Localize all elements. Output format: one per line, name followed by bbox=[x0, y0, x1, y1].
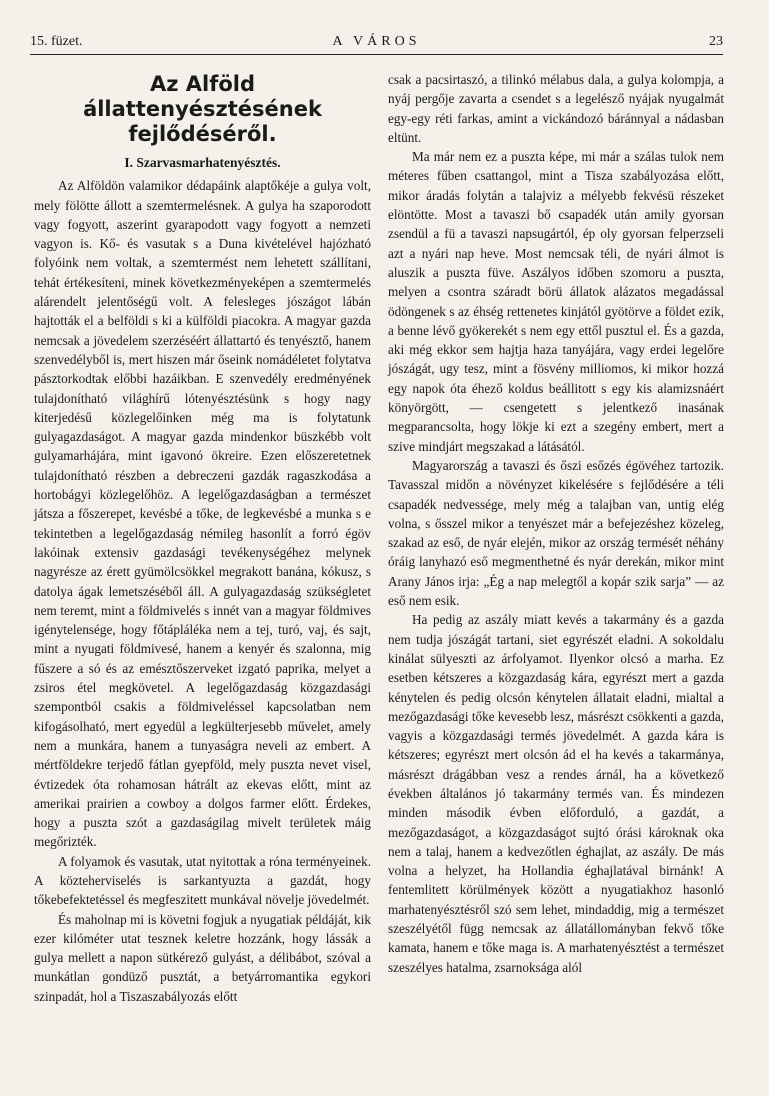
paragraph: Ma már nem ez a puszta képe, mi már a szálas tulok nem méteres fűben csattangol, mint a Tisza szabályozása előtt, mikor áradás folytán a talajviz a mélyebb fekvésü részeket elöntötte. Most a tavaszi bő csapadék után amily gyorsan zsendül a fü a tavaszi napsugártól, ép oly gyorsan felperzseli azt a nyári nap heve. Most nemcsak téli, de nyári álmot is aluszik a puszta füve. Aszályos időben szomoru a puszta, melyen a csontra száradt börü állatok alázatos megadással ödöngenek s az éhség rettenetes kinjától gyötörve a földet ezik, a benne lévő gyökerekét s nem egy ettől pusztul el. És a gazda, aki még ekkor sem hajtja haza tanyájára, vagy erdei legelőre jószágát, ugy tesz, mint a fösvény milliomos, ki mikor hozzá egy napok óta éhező koldus beállitott s egy kis alamizsnáért könyörgött, — csengetett s jelentkező inasának megparancsolta, hogy lökje ki ezt a szegény embert, mert a szive mindjárt megszakad a látásától. bbox=[388, 149, 724, 454]
section-heading: I. Szarvasmarhatenyésztés. bbox=[124, 155, 281, 170]
paragraph: És maholnap mi is követni fogjuk a nyugatiak példáját, kik ezer kilóméter utat tesznek keletre hozzánk, hogy lássák a gulya mellett a napon sütkérező gulyást, a délibábot, szóval a munkátlan gondüző pusztát, a betyárromantika egykori szinpadát, hol a Tiszaszabályozás előtt bbox=[34, 911, 371, 1004]
paragraph-continued: csak a pacsirtaszó, a tilinkó mélabus dala, a gulya kolompja, a nyáj pergője zavarta a csendet s a legelésző nyájak nyugalmát egy-egy réti farkas, amint a vickándozó báránnyal a nádasban eltünt. bbox=[388, 72, 724, 145]
article-title-line1: Az Alföld állattenyésztésének bbox=[83, 72, 322, 121]
journal-title: A VÁROS bbox=[332, 34, 421, 49]
paragraph: Magyarország a tavaszi és őszi esőzés égövéhez tartozik. Tavasszal midőn a növényzet kikelésére s fejlődésére a téli csapadék nedvessége, mely még a talajban van, untig elég volna, s ősszel mikor a tenyészet már a befejezéshez közeleg, szakad az eső, de nyár elején, mikor az ország termését néhány óráig lanyhazó eső megmenthetné és nyár derekán, mikor mint Arany János irja: „Ég a nap melegtől a kopár szik sarja” — az eső nem esik. bbox=[388, 457, 724, 609]
paragraph: Az Alföldön valamikor dédapáink alaptőkéje a gulya volt, mely fölötte állott a szemtermelésnek. A gulya ha szaporodott vagy fogyott, aszerint gyarapodott vagy fogyott a nemzeti vagyon is. Kő- és vasutak s a Duna kivételével hajózható folyóink nem voltak, a szemtermést nem lehetett szállítani, tehát értékesíteni, minek következményeképen a szemtermelés alárendelt jelentőségű volt. A felesleges jószágot lábán hajtották el a belföldi s ki a külföldi piacokra. A magyar gazda nemcsak a jövedelem szerzéséért állattartó és tenyésztő, hanem szenvedélyből is, mert hiszen már őseink nomádéletet folytatva pásztorkodtak előbbi hazáikban. E szenvedély eredményének tulajdonítható világhírű lótenyésztésünk s hogy nagy kiterjedésű közlegelőinken még ma is folytatunk gulyagazdaságot. A magyar gazda mindenkor büszkébb volt gulyamarhájára, mint igavonó ökreire. Ezen előszeretetnek tulajdonítható részben a debreczeni gazdák ragaszkodása a hortobágyi közlegelőhöz. A legelőgazdaságban a természet játsza a főszerepet, kevésbé a tőke, de legkevésbé a munka s e tekintetben a legelőgazdaság némileg hasonlít a forró égöv lakóinak extensiv gazdasági tevékenységéhez melynek nagyrésze az érett gyümölcsökkel megrakott banána, kókusz, s datolya ágak lemetszéséből áll. A gulyagazdaság szükségletet nem teremt, mint a földmivelés s innét van a magyar földmives igénytelensége, hogy főtápláléka nem a tej, turó, vaj, és sajt, mint a nyugati földmivesé, hanem a kenyér és szalonna, mig fűszere a só és az emésztőszerveket izgató paprika, melyet a zsiros étel megkövetel. A legelőgazdaság közgazdasági szempontból csakis a földmiveléssel kapcsolatban nem kifogásolható, mert egyedül a legkülterjesebb művelet, amely nem a munkára, hanem a tunyaságra neveli az embert. A mértföldekre terjedő fátlan gyepföld, mely puszta nevet visel, évtizedek óta rohamosan hátrált az ekevas előtt, mint az amerikai prairien a cowboy a dolgos farmer előtt. Érdekes, hogy a puszta szót a gazdaságilag mivelt területek máig megőrizték. bbox=[34, 178, 371, 850]
issue-number: 15. füzet. bbox=[30, 34, 83, 49]
paragraph: A folyamok és vasutak, utat nyitottak a róna terményeinek. A közteherviselés is sarkantyuzta a gazdát, hogy tőkebefektetéssel és megfeszitett munkával növelje jövedelmét. bbox=[34, 853, 371, 908]
header-rule bbox=[30, 54, 723, 55]
article-title bbox=[34, 72, 371, 147]
right-column bbox=[388, 70, 724, 977]
left-column bbox=[34, 68, 371, 1006]
page-number: 23 bbox=[709, 34, 723, 49]
page-header bbox=[30, 34, 723, 54]
paragraph: Ha pedig az aszály miatt kevés a takarmány és a gazda nem tudja jószágát tartani, siet egyrészét eladni. A sokoldalu kinálat sülyeszti az árfolyamot. Ilyenkor olcsó a marha. Ez esetben kétszeres a közgazdaság kára, egyrészt mert a gazda kénytelen és pedig olcsón kénytelen állatait eladni, mialtal a mezőgazdasági tőke kevesebb lesz, másrészt csökkenti a gazda, vagyis a közgazdasági termés jövedelmét. A gazda kára is kétszeres; egyrészt mert olcsón ád el ha kevés a takarmánya, másrészt drágábban vesz a rendes árnál, ha a következő években általános jó takarmány termés van. És mindezen minden második évben előforduló, a gazdát, a mezőgazdaságot, a közgazdaságot sujtó órási károknak oka nem a talaj, hanem a kedvezőtlen éghajlat, az aszály. De más volna a helyzet, ha Hollandia éghajlatával birnánk! A fentemlitett körülmények között a nyugatiakhoz hasonló marhatenyésztésről szó sem lehet, mindaddig, mig a természet szeszélyétől függ nemcsak az állatállományban fekvő tőke kamata, hanem e tőke maga is. A marhatenyésztést a természet szeszélyes hatalma, zsarnoksága alól bbox=[388, 612, 724, 975]
article-title-line2: fejlődéséről. bbox=[128, 122, 277, 146]
